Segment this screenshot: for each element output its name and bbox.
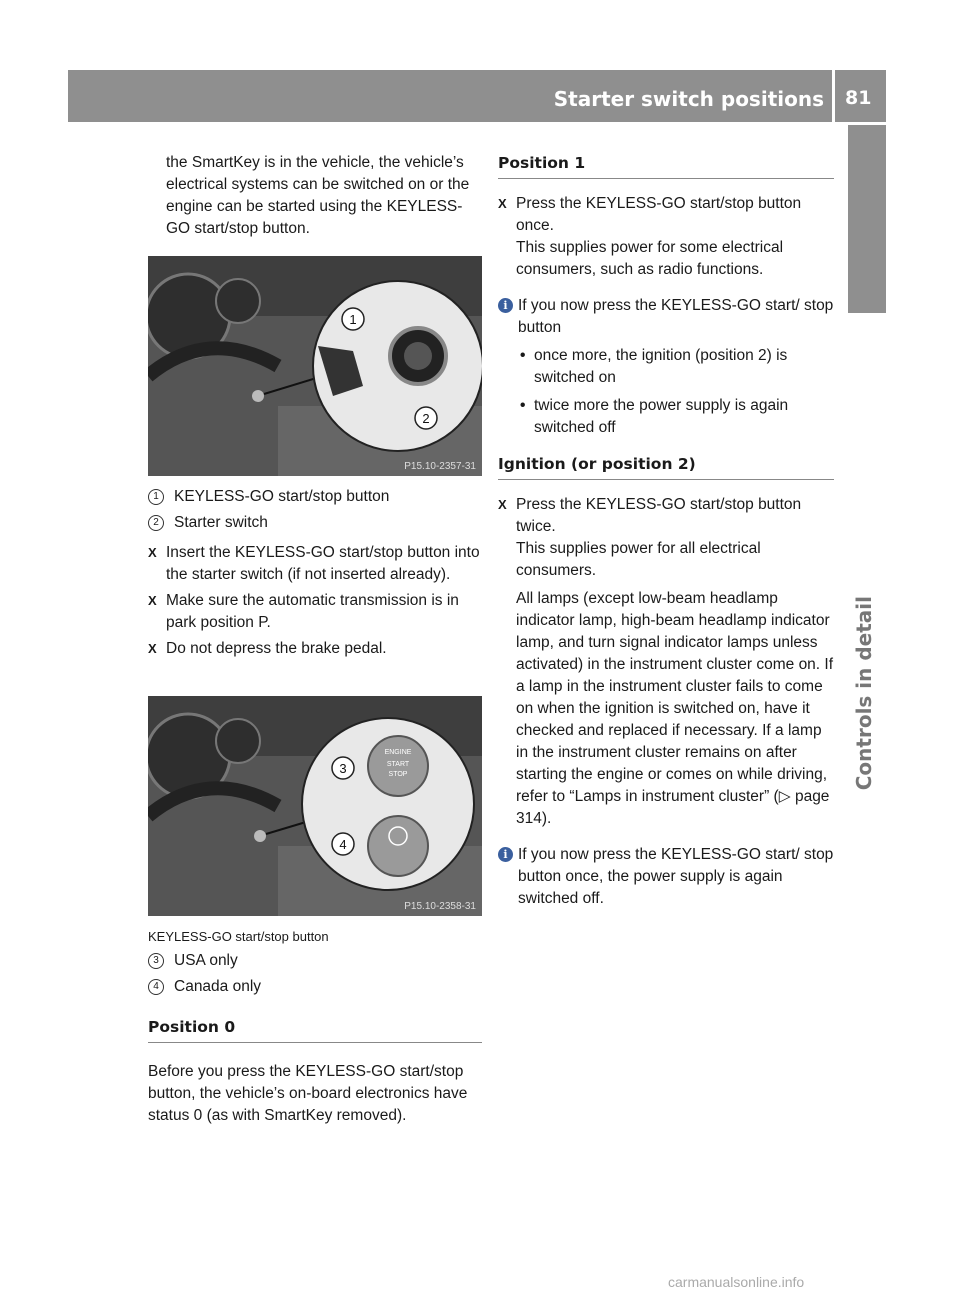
intro-text: the SmartKey is in the vehicle, the vehicle’s electrical systems can be switched on or the engine can be started using the KEYLESS-GO start/stop button.	[166, 154, 470, 237]
instruction-step	[498, 494, 834, 538]
bullet-icon: •	[520, 347, 526, 364]
step-text: Press the KEYLESS-GO start/stop button once.	[516, 195, 802, 234]
side-tab-marker	[848, 125, 886, 313]
legend-number: 1	[148, 489, 164, 505]
info-icon: i	[498, 298, 513, 313]
callout-2-label: 2	[422, 411, 430, 426]
step-arrow-icon: X	[498, 497, 507, 512]
sub-bullet	[498, 395, 834, 439]
side-tab	[852, 596, 882, 791]
page-number: 81	[845, 87, 872, 109]
stop-label: STOP	[388, 771, 408, 778]
section-heading: Position 0	[148, 1016, 482, 1043]
engine-label: ENGINE	[384, 749, 412, 756]
legend-item	[148, 486, 482, 508]
step-note: All lamps (except low-beam headlamp indicator lamp, high-beam headlamp indicator lamp, and turn signal indicator lamps unless activated) in the instrument cluster come on. If a lamp in the instrument cluster fails to come on when the ignition is switched on, have it checked and replaced if necessary. If a lamp in the instrument cluster remains on after starting the engine or comes on while driving, refer to “Lamps in instrument cluster” (▷ page 314).	[516, 590, 834, 827]
step-text: Insert the KEYLESS-GO start/stop button into the starter switch (if not inserted already).	[166, 544, 480, 583]
dashboard-illustration-1	[148, 256, 482, 476]
legend-text: Starter switch	[174, 514, 268, 531]
legend-text: Canada only	[174, 978, 262, 995]
step-note: This supplies power for all electrical consumers.	[516, 540, 761, 579]
callout-1-label: 1	[349, 312, 357, 327]
photo-caption: KEYLESS-GO start/stop button	[148, 929, 329, 944]
legend-text: KEYLESS-GO start/stop button	[174, 488, 390, 505]
photo-id: P15.10-2358-31	[404, 901, 476, 912]
section-heading: Ignition (or position 2)	[498, 453, 834, 480]
left-intro	[148, 152, 482, 240]
bullet-icon: •	[520, 397, 526, 414]
sub-bullet-text: once more, the ignition (position 2) is switched on	[534, 347, 788, 386]
legend-1	[148, 486, 482, 660]
callout-4-label: 4	[339, 837, 347, 852]
step-text: Make sure the automatic transmission is in park position P.	[166, 592, 459, 631]
callout-3-label: 3	[339, 761, 347, 776]
instruction-step	[498, 193, 834, 237]
info-icon: i	[498, 847, 513, 862]
legend-2	[148, 926, 482, 1127]
photo-id: P15.10-2357-31	[404, 461, 476, 472]
legend-item	[148, 976, 482, 998]
info-text: If you now press the KEYLESS-GO start/ stop button	[518, 297, 834, 336]
info-text: If you now press the KEYLESS-GO start/ stop button once, the power supply is again switched off.	[518, 846, 834, 907]
instruction-step	[148, 542, 482, 586]
sub-bullet-text: twice more the power supply is again switched off	[534, 397, 789, 436]
legend-item	[148, 512, 482, 534]
step-arrow-icon: X	[148, 593, 157, 608]
legend-item	[148, 950, 482, 972]
dashboard-illustration-2	[148, 696, 482, 916]
right-column	[498, 152, 834, 910]
section-heading: Position 1	[498, 152, 834, 179]
side-tab-label: Controls in detail	[852, 596, 876, 791]
step-text: Do not depress the brake pedal.	[166, 640, 387, 657]
legend-text: USA only	[174, 952, 238, 969]
photo-start-stop	[148, 696, 482, 916]
instruction-step	[148, 638, 482, 660]
legend-number: 4	[148, 979, 164, 995]
info-note	[498, 844, 834, 910]
legend-number: 3	[148, 953, 164, 969]
header-divider	[832, 70, 835, 122]
step-arrow-icon: X	[148, 545, 157, 560]
step-arrow-icon: X	[148, 641, 157, 656]
step-text: Press the KEYLESS-GO start/stop button twice.	[516, 496, 802, 535]
sub-bullet	[498, 345, 834, 389]
photo-keyless-go	[148, 256, 482, 476]
section-text: Before you press the KEYLESS-GO start/stop button, the vehicle’s on-board electronics have status 0 (as with SmartKey removed).	[148, 1063, 468, 1124]
info-note	[498, 295, 834, 339]
start-label: START	[386, 761, 410, 768]
instruction-step	[148, 590, 482, 634]
footer-watermark: carmanualsonline.info	[668, 1274, 805, 1290]
step-arrow-icon: X	[498, 196, 507, 211]
page-title: Starter switch positions	[553, 87, 824, 111]
step-note: This supplies power for some electrical consumers, such as radio functions.	[516, 239, 784, 278]
legend-number: 2	[148, 515, 164, 531]
